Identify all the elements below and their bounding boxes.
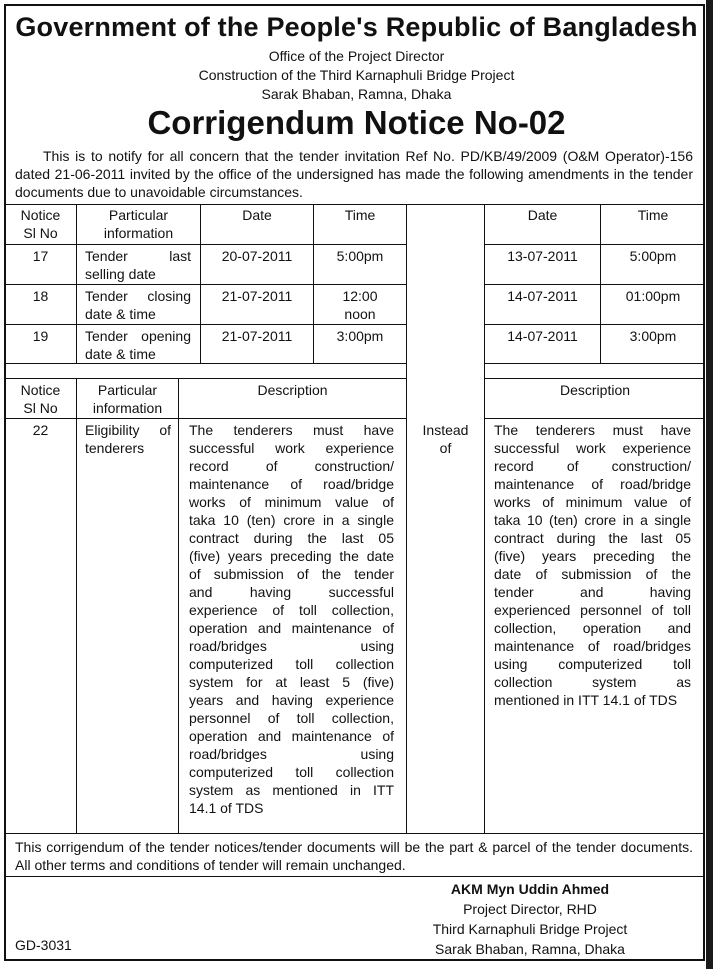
signatory-designation: Project Director, RHD — [463, 901, 597, 917]
notice-title: Corrigendum Notice No-02 — [147, 104, 566, 141]
description-line: experienced personnel of toll — [494, 602, 691, 618]
col-header-old-time: Time — [637, 207, 669, 223]
description-line: computerized toll collection — [189, 764, 394, 780]
description-line: computerized toll collection — [189, 656, 394, 672]
row-19-old-date: 14-07-2011 — [507, 328, 578, 344]
intro-paragraph — [15, 147, 693, 201]
row-17-particular-line2: selling date — [85, 266, 156, 282]
row-18-sl: 18 — [32, 288, 49, 304]
col-header-particular-line2: information — [103, 225, 174, 241]
description-line: road/bridges using — [189, 746, 394, 762]
description-line: system for at least 5 (five) — [189, 674, 394, 690]
t2-header-sl-line2: Sl No — [23, 400, 58, 416]
row-19-time: 3:00pm — [336, 328, 384, 344]
office-line: Office of the Project Director — [268, 48, 445, 64]
row-19-particular-line1: Tender opening — [85, 328, 191, 344]
description-line: maintenance of road/bridge — [494, 476, 691, 492]
description-line: operation and maintenance of — [189, 728, 394, 744]
description-line: operation and maintenance of — [189, 620, 394, 636]
footer-paragraph: This corrigendum of the tender notices/tender documents will be the part & parcel of the tender documents. All other terms and conditions of tender will remain unchanged. — [15, 839, 693, 873]
row-19-particular-line2: date & time — [85, 346, 156, 362]
t2-header-description: Description — [257, 382, 328, 398]
description-line: date of submission of the — [494, 566, 691, 582]
instead-label-line1: Instead — [422, 422, 469, 438]
row-17-date: 20-07-2011 — [221, 248, 293, 264]
description-line: record of construction/ — [189, 458, 394, 474]
row-22-particular-line2: tenderers — [85, 440, 145, 456]
description-line: contract during the last 05 — [494, 530, 691, 546]
description-line: experience of toll collection, — [189, 602, 394, 618]
description-line: collection system as — [494, 674, 691, 690]
col-header-sl-line2: Sl No — [23, 225, 58, 241]
col-header-sl — [5, 206, 76, 242]
row-17-time: 5:00pm — [336, 248, 384, 264]
row-22-sl: 22 — [32, 422, 49, 438]
row-19-sl: 19 — [32, 328, 49, 344]
description-line: record of construction/ — [494, 458, 691, 474]
row-19-date: 21-07-2011 — [221, 328, 293, 344]
row-17-sl: 17 — [32, 248, 49, 264]
row-18-time-line1: 12:00 — [342, 288, 378, 304]
row-22-particular-line1: Eligibility of — [85, 422, 171, 438]
instead-label-line2: of — [439, 440, 452, 456]
col-header-sl-line1: Notice — [20, 207, 61, 223]
row-19-old-time: 3:00pm — [629, 328, 677, 344]
gd-code: GD-3031 — [15, 937, 72, 953]
row-17-particular-line1: Tender last — [85, 248, 191, 264]
t2-header-sl — [5, 381, 76, 417]
description-line: The tenderers must have — [494, 422, 691, 438]
row-18-old-date: 14-07-2011 — [507, 288, 578, 304]
description-line: 14.1 of TDS — [189, 800, 264, 816]
row-18-time-line2: noon — [344, 306, 376, 322]
row-22-old-description — [494, 421, 691, 709]
row-18-date: 21-07-2011 — [221, 288, 293, 304]
description-line: road/bridges using — [189, 638, 394, 654]
row-19-particular — [85, 327, 191, 363]
t2-header-particular — [77, 381, 178, 417]
row-18-time — [314, 287, 406, 323]
col-header-time: Time — [344, 207, 376, 223]
row-17-old-time: 5:00pm — [629, 248, 677, 264]
address-line: Sarak Bhaban, Ramna, Dhaka — [261, 86, 452, 102]
row-18-old-time: 01:00pm — [625, 288, 681, 304]
description-line: taka 10 (ten) crore in a single — [494, 512, 691, 528]
description-line: of submission of the tender — [189, 566, 394, 582]
signatory-address: Sarak Bhaban, Ramna, Dhaka — [435, 941, 625, 957]
description-line: successful work experience — [494, 440, 691, 456]
signatory-project: Third Karnaphuli Bridge Project — [432, 921, 628, 937]
row-18-particular-line2: date & time — [85, 306, 156, 322]
description-line: works of minimum value of — [189, 494, 394, 510]
government-heading: Government of the People's Republic of Bangladesh — [15, 12, 698, 42]
description-line: maintenance of road/bridges — [494, 638, 691, 654]
t2-header-particular-line1: Particular — [97, 382, 158, 398]
description-line: The tenderers must have — [189, 422, 394, 438]
t2-header-old-description: Description — [559, 382, 631, 398]
description-line: and having successful — [189, 584, 394, 600]
col-header-date: Date — [242, 207, 272, 223]
col-header-particular — [77, 206, 200, 242]
row-22-description — [189, 421, 394, 817]
description-line: works of minimum value of — [494, 494, 691, 510]
scan-edge — [706, 0, 713, 969]
description-line: (five) years preceding the date — [189, 548, 394, 564]
description-line: years and having experience — [189, 692, 394, 708]
description-line: maintenance of road/bridge — [189, 476, 394, 492]
description-line: personnel of toll collection, — [189, 710, 394, 726]
signatory-name: AKM Myn Uddin Ahmed — [450, 881, 610, 897]
description-line: tender and having — [494, 584, 691, 600]
project-line: Construction of the Third Karnaphuli Bridge Project — [198, 67, 515, 83]
description-line: successful work experience — [189, 440, 394, 456]
row-18-particular — [85, 287, 191, 323]
row-17-particular — [85, 247, 191, 283]
description-line: collection, operation and — [494, 620, 691, 636]
description-line: contract during the last 05 — [189, 530, 394, 546]
description-line: system as mentioned in ITT — [189, 782, 394, 798]
t2-header-sl-line1: Notice — [20, 382, 61, 398]
row-17-old-date: 13-07-2011 — [507, 248, 578, 264]
description-line: using computerized toll — [494, 656, 691, 672]
row-18-particular-line1: Tender closing — [85, 288, 191, 304]
intro-text: This is to notify for all concern that the tender invitation Ref No. PD/KB/49/2009 (O&M Operator)-156 dated 21-06-2011 invited by the office of the undersigned has made the following amendments in the tender documents due to unavoidable circumstances. — [15, 148, 693, 200]
description-line: (five) years preceding the — [494, 548, 691, 564]
description-line: mentioned in ITT 14.1 of TDS — [494, 692, 678, 708]
col-header-old-date: Date — [527, 207, 558, 223]
t2-header-particular-line2: information — [92, 400, 163, 416]
description-line: taka 10 (ten) crore in a single — [189, 512, 394, 528]
instead-of-label — [407, 421, 484, 457]
col-header-particular-line1: Particular — [108, 207, 169, 223]
row-22-particular — [85, 421, 171, 457]
